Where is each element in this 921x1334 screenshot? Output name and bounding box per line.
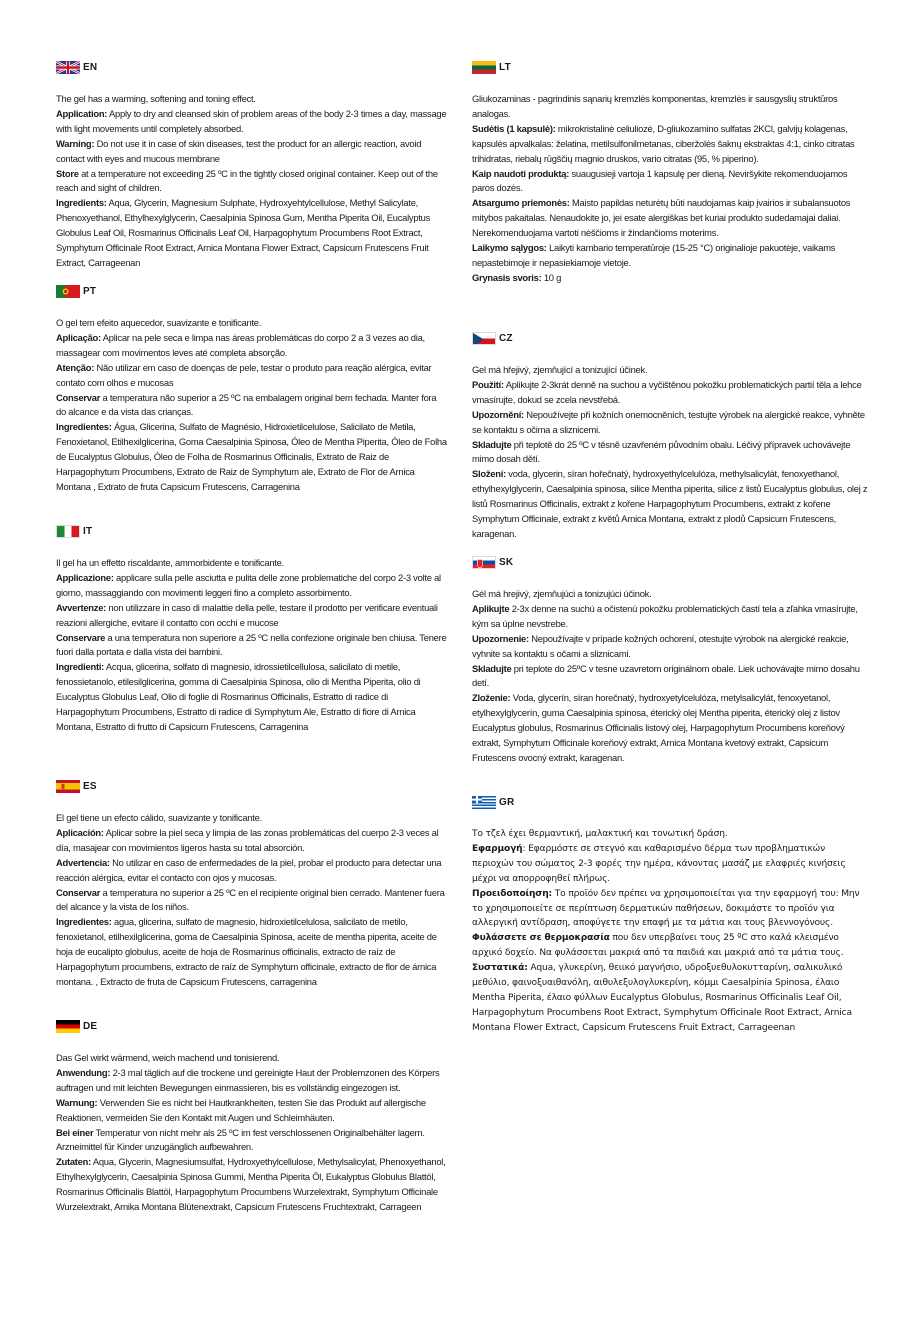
slovakia-flag-icon: [472, 556, 496, 569]
application-text: Aplikujte 2-3krát denně na suchou a vyčištěnou pokožku problematických partií těla a lehce vmasírujte, dokud se zcela nevstřebá.: [472, 378, 862, 405]
storage-text: a una temperatura non superiore a 25 ºC nella confezione originale ben chiusa. Tenere fuori dalla portata e dalla vista dei bambini.: [56, 631, 447, 658]
language-code: CZ: [499, 332, 513, 344]
warning-text: Το προϊόν δεν πρέπει να χρησιμοποιείται για την εφαρμογή του: Μην το χρησιμοποιείτε σε περίπτωση δερματικών παθήσεων, δοκιμάστε το προϊόν για αλλεργική αντίδραση, αποφύγετε την επαφή με τα μάτια και τους βλεννογόνους.: [472, 888, 860, 929]
application-label: Použití:: [472, 378, 504, 390]
storage-text: a temperatura no superior a 25 ºC en el recipiente original bien cerrado. Mantener fuera del alcance y la vista de los niños.: [56, 886, 445, 913]
ingredients-text: voda, glycerin, síran hořečnatý, hydroxyethylcelulóza, methylsalicylát, fenoxyethanol, ethylhexylglycerin, Caesalpinia spinosa, silice Mentha piperita, silice z listů Eucalyptus globulus, olej z listů Rosmarinus Officinalis, extrakt z kořene Harpagophytum Procumbens, extrakt z kořene Symphytum Officinale, extrakt z květů Arnica Montana, extrakt z plodů Capsicum Frutescens, karagenan.: [472, 468, 868, 539]
section-de: [56, 1019, 448, 1215]
caution-text: Maisto papildas neturėtų būti naudojamas kaip įvairios ir subalansuotos mitybos pakaitalas. Nenaudokite jo, jei esate alergiškas bet kuriai produkto sudedamajai daliai. Nerekomenduojama vartoti nėščioms ir žindančioms moterims.: [472, 197, 851, 239]
application-text: Apply to dry and cleansed skin of problem areas of the body 2-3 times a day, massage with light movements until completely absorbed.: [56, 107, 447, 134]
warning-paragraph: [56, 1096, 448, 1126]
application-label: Application:: [56, 107, 108, 119]
storage-text: a temperatura não superior a 25 ºC na embalagem original bem fechada. Manter fora do alcance e da vista das crianças.: [56, 391, 437, 418]
section-header: [56, 284, 448, 298]
section-en: [56, 60, 448, 271]
language-code: GR: [499, 796, 515, 808]
ingredients-paragraph: [472, 691, 868, 766]
warning-paragraph: [56, 361, 448, 391]
lithuania-flag-icon: [472, 61, 496, 74]
section-body: [472, 827, 868, 1036]
storage-label: Conservar: [56, 886, 101, 898]
storage-label: Skladujte: [472, 662, 512, 674]
storage-label: Store: [56, 167, 79, 179]
application-label: Aplikujte: [472, 602, 510, 614]
storage-text: at a temperature not exceeding 25 ºC in the tightly closed original container. Keep out of the reach and sight of children.: [56, 167, 438, 194]
section-it: [56, 524, 448, 735]
storage-text: při teplotě do 25 ºC v těsně uzavřeném původním obalu. Léčivý přípravek uchovávejte mimo dosah dětí.: [472, 438, 851, 465]
ingredients-label: Zutaten:: [56, 1156, 91, 1168]
application-paragraph: [56, 826, 448, 856]
storage-paragraph: [56, 631, 448, 661]
germany-flag-icon: [56, 1020, 80, 1033]
section-header: [56, 1019, 448, 1033]
ingredients-text: Acqua, glicerina, solfato di magnesio, idrossietilcellulosa, salicilato di metile, fenossietanolo, etilesilglicerina, gomma di Caesalpinia Spinosa, olio di Mentha Piperita, olio di Eucalyptus Globulus Leaf, Olio di foglie di Rosmarinus Officinalis, Estratto di radice di Harpagophytum Procumbens, Estratto di radice di Symphytum Ale, Estratto di fiore di Arnica Montana, Estratto di frutto di Capsicum Frutescens, Carragenina: [56, 661, 421, 732]
storage-text: Laikyti kambario temperatūroje (15-25 °C) originalioje pakuotėje, vaikams nepastebimoje ir nepasiekiamoje vietoje.: [472, 242, 836, 268]
application-paragraph: [56, 107, 448, 137]
section-header: [56, 60, 448, 74]
section-body: [472, 92, 868, 286]
section-es: [56, 779, 448, 990]
usage-text: suaugusieji vartoja 1 kapsulę per dieną. Neviršykite rekomenduojamos paros dozės.: [472, 167, 848, 194]
czech-flag-icon: [472, 332, 496, 345]
storage-paragraph: [472, 241, 868, 271]
intro-text: The gel has a warming, softening and toning effect.: [56, 93, 256, 104]
warning-label: Προειδοποίηση:: [472, 888, 553, 899]
ingredients-text: agua, glicerina, sulfato de magnesio, hidroxietilcelulosa, salicilato de metilo, fenoxietanol, etilhexilglicerina, goma de Caesalpinia Spinosa, aceite de mentha piperita, aceite de hoja de eucalipto globulus, aceite de hoja de Rosmarinus officinalis, extracto de raíz de Harpagophytum procumbens, extracto de raíz de Symphytum officinale, extracto de flor de árnica montana. , Extracto de fruta de Capsicum Frutescens, carragenina: [56, 916, 437, 987]
ingredients-text: Aqua, Glycerin, Magnesiumsulfat, Hydroxyethylcellulose, Methylsalicylat, Phenoxyethanol, Ethylhexylglycerin, Caesalpinia Spinosa Gummi, Mentha Piperita Öl, Eukalyptus Globulus Blattöl, Rosmarinus Officinalis Blattöl, Harpagophytum Procumbens Wurzelextrakt, Symphytum Officinale Wurzelextrakt, Arnika Montana Blütenextrakt, Capsicum Frutescens Fruchtextrakt, Carrageen: [56, 1156, 446, 1213]
section-pt: [56, 284, 448, 495]
section-header: [472, 331, 868, 345]
language-code: IT: [83, 525, 93, 537]
application-label: Applicazione:: [56, 571, 114, 583]
application-text: Aplicar sobre la piel seca y limpia de las zonas problemáticas del cuerpo 2-3 veces al día, masajear con movimientos ligeros hasta su total absorción.: [56, 826, 439, 853]
application-paragraph: [56, 571, 448, 601]
warning-label: Upozornenie:: [472, 632, 529, 644]
storage-paragraph: [56, 1126, 448, 1156]
storage-label: Conservar: [56, 391, 101, 403]
language-code: SK: [499, 556, 514, 568]
intro-text: Das Gel wirkt wärmend, weich machend und tonisierend.: [56, 1052, 280, 1063]
application-text: Aplicar na pele seca e limpa nas áreas problemáticas do corpo 2 a 3 vezes ao dia, massagear com movimentos leves até completa absorção.: [56, 331, 425, 358]
ingredients-text: Aqua, Glycerin, Magnesium Sulphate, Hydroxyehtylcellulose, Methyl Salicylate, Phenoxyethanol, Ethylhexylglycerin, Caesalpinia Spinosa Gum, Mentha Piperita Oil, Eucalyptus Globulus Leaf Oil, Rosmarinus Officinalis Leaf Oil, Harpagophytum Procumbens Root Extract, Symphytum Officinale Root Extract, Arnica Montana Flower Extract, Capsicum Frutescens Fruit Extract, Carrageenan: [56, 197, 431, 268]
ingredients-paragraph: [56, 660, 448, 735]
ingredients-label: Ingredienti:: [56, 661, 105, 673]
storage-paragraph: [472, 931, 868, 961]
caution-paragraph: [472, 196, 868, 241]
warning-paragraph: [472, 632, 868, 662]
warning-text: No utilizar en caso de enfermedades de la piel, probar el producto para detectar una reacción alérgica, evitar el contacto con ojos y mucosas.: [56, 856, 442, 883]
application-text: : Εφαρμόστε σε στεγνό και καθαρισμένο δέρμα των προβληματικών περιοχών του σώματος 2-3 φορές την ημέρα, κάνοντας μασάζ με ελαφριές κινήσεις μέχρι να απορροφηθεί πλήρως.: [472, 843, 846, 884]
intro-text: Il gel ha un effetto riscaldante, ammorbidente e tonificante.: [56, 557, 284, 568]
warning-label: Atenção:: [56, 361, 95, 373]
storage-paragraph: [56, 391, 448, 421]
application-text: applicare sulla pelle asciutta e pulita delle zone problematiche del corpo 2-3 volte al giorno, massaggiando con movimenti leggeri fino a completo assorbimento.: [56, 571, 441, 598]
storage-paragraph: [56, 886, 448, 916]
ingredients-text: Aqua, γλυκερίνη, θειικό μαγνήσιο, υδροξυεθυλοκυτταρίνη, σαλικυλικό μεθύλιο, φαινοξυαιθανόλη, αιθυλεξυλογλυκερίνη, κόμμι Caesalpinia Spinosa, έλαιο Mentha Piperita, έλαιο φύλλων Eucalyptus Globulus, Rosmarinus Officinalis Leaf Oil, Harpagophytum Procumbens Root Extract, Symphytum Officinale Root Extract, Arnica Montana Flower Extract, Capsicum Frutescens Fruit Extract, Carrageenan: [472, 963, 852, 1033]
intro-text: Gel má hřejivý, zjemňující a tonizující účinek.: [472, 364, 648, 375]
section-header: [472, 555, 868, 569]
section-header: [472, 795, 868, 809]
storage-paragraph: [472, 662, 868, 692]
intro-text: Το τζελ έχει θερμαντική, μαλακτική και τονωτική δράση.: [472, 829, 728, 839]
intro-text: Gél má hrejivý, zjemňujúci a tonizujúci účinok.: [472, 588, 652, 599]
language-code: DE: [83, 1020, 98, 1032]
section-header: [56, 779, 448, 793]
section-header: [56, 524, 448, 538]
ingredients-text: Água, Glicerina, Sulfato de Magnésio, Hidroxietilcelulose, Salicilato de Metila, Fenoxietanol, Etilhexilglicerina, Goma Caesalpinia Spinosa, Óleo de Mentha Piperita, Óleo de Folha de Eucalyptus Globulus, Óleo de Folha de Rosmarinus Officinalis, Extrato de Raiz de Harpagophytum Procumbens, Extrato de Raiz de Symphytum ale, Extrato de Flor de Arnica Montana , Extrato de fruta Capsicum Frutescens, Carragenina: [56, 421, 447, 492]
application-paragraph: [56, 1066, 448, 1096]
storage-text: που δεν υπερβαίνει τους 25 ºC στο καλά κλεισμένο αρχικό δοχείο. Να φυλάσσεται μακριά από τα παιδιά και μακριά από τα μάτια τους.: [472, 933, 844, 959]
section-body: [56, 1051, 448, 1215]
section-body: [56, 556, 448, 735]
section-sk: [472, 555, 868, 766]
caution-label: Atsargumo priemonės:: [472, 197, 570, 209]
ingredients-paragraph: [56, 1155, 448, 1215]
usage-paragraph: [472, 167, 868, 197]
storage-label: Laikymo sąlygos:: [472, 242, 547, 254]
warning-text: Verwenden Sie es nicht bei Hautkrankheiten, testen Sie das Produkt auf allergische Reaktionen, vermeiden Sie den Kontakt mit Augen und Schleimhäuten.: [56, 1096, 426, 1123]
warning-paragraph: [472, 408, 868, 438]
ingredients-paragraph: [56, 420, 448, 495]
warning-text: Nepoužívejte při kožních onemocněních, testujte výrobek na alergické reakce, vyhněte se kontaktu s očima a sliznicemi.: [472, 408, 865, 435]
intro-text: Gliukozaminas - pagrindinis sąnarių kremzlės komponentas, kremzlės ir sausgyslių struktūros analogas.: [472, 93, 838, 119]
storage-label: Φυλάσσετε σε θερμοκρασία: [472, 933, 610, 944]
warning-label: Advertencia:: [56, 856, 110, 868]
warning-label: Warning:: [56, 137, 95, 149]
application-text: 2-3x denne na suchú a očistenú pokožku problematických častí tela a zľahka vmasírujte, kým sa úplne nevstrebe.: [472, 602, 858, 629]
application-paragraph: [56, 331, 448, 361]
spain-flag-icon: [56, 780, 80, 793]
ingredients-label: Ingredientes:: [56, 421, 112, 433]
ingredients-paragraph: [56, 915, 448, 990]
net-weight-text: 10 g: [541, 271, 562, 283]
language-code: ES: [83, 780, 97, 792]
application-paragraph: [472, 378, 868, 408]
storage-label: Bei einer: [56, 1126, 94, 1138]
greece-flag-icon: [472, 796, 496, 809]
application-label: Aplicação:: [56, 331, 101, 343]
warning-text: non utilizzare in caso di malattie della pelle, testare il prodotto per verificare eventuali reazioni allergiche, evitare il contatto con occhi e mucose: [56, 601, 438, 628]
usage-label: Kaip naudoti produktą:: [472, 167, 570, 179]
net-weight-paragraph: [472, 271, 868, 286]
warning-text: Nepoužívajte v prípade kožných ochorení, otestujte výrobok na alergické reakcie, vyhnite sa kontaktu s očami a sliznicami.: [472, 632, 849, 659]
warning-label: Warnung:: [56, 1096, 98, 1108]
uk-flag-icon: [56, 61, 80, 74]
ingredients-label: Zloženie:: [472, 692, 511, 704]
language-code: PT: [83, 285, 97, 297]
ingredients-paragraph: [56, 196, 448, 271]
ingredients-label: Συστατικά:: [472, 963, 528, 974]
net-weight-label: Grynasis svoris:: [472, 271, 542, 283]
ingredients-paragraph: [472, 467, 868, 542]
application-text: 2-3 mal täglich auf die trockene und gereinigte Haut der Problemzonen des Körpers auftragen und mit leichten Bewegungen einmassieren, bis es vollständig eingezogen ist.: [56, 1066, 440, 1093]
section-body: [56, 811, 448, 990]
warning-label: Upozornění:: [472, 408, 524, 420]
storage-paragraph: [472, 438, 868, 468]
section-body: [56, 92, 448, 271]
language-code: EN: [83, 61, 98, 73]
warning-paragraph: [56, 137, 448, 167]
section-lt: [472, 60, 868, 286]
warning-paragraph: [56, 856, 448, 886]
application-label: Aplicación:: [56, 826, 104, 838]
ingredients-paragraph: [472, 961, 868, 1036]
section-body: [472, 587, 868, 766]
warning-paragraph: [56, 601, 448, 631]
ingredients-label: Ingredients:: [56, 197, 107, 209]
section-body: [472, 363, 868, 542]
composition-label: Sudėtis (1 kapsulė):: [472, 122, 556, 134]
storage-label: Conservare: [56, 631, 106, 643]
storage-text: pri teplote do 25ºC v tesne uzavretom originálnom obale. Liek uchovávajte mimo dosahu detí.: [472, 662, 860, 689]
warning-text: Não utilizar em caso de doenças de pele, testar o produto para reação alérgica, evitar contato com olhos e mucosas: [56, 361, 432, 388]
section-header: [472, 60, 868, 74]
portugal-flag-icon: [56, 285, 80, 298]
application-paragraph: [472, 602, 868, 632]
italy-flag-icon: [56, 525, 80, 538]
section-gr: [472, 795, 868, 1036]
storage-label: Skladujte: [472, 438, 512, 450]
intro-text: El gel tiene un efecto cálido, suavizante y tonificante.: [56, 812, 262, 823]
application-label: Εφαρμογή: [472, 843, 523, 854]
warning-label: Avvertenze:: [56, 601, 107, 613]
ingredients-label: Ingredientes:: [56, 916, 112, 928]
storage-text: Temperatur von nicht mehr als 25 ºC im fest verschlossenen Originalbehälter lagern. Arzneimittel für Kinder unzugänglich aufbewahren.: [56, 1126, 425, 1153]
section-cz: [472, 331, 868, 542]
application-label: Anwendung:: [56, 1066, 111, 1078]
warning-text: Do not use it in case of skin diseases, test the product for an allergic reaction, avoid contact with eyes and mucous membrane: [56, 137, 422, 164]
composition-text: mikrokristalinė celiuliozė, D-gliukozamino sulfatas 2KCl, galvijų kolagenas, kapsulės apvalkalas: želatina, metilsulfonilmetanas, ciberžolės šaknų ekstraktas 4:1, cinko citratas trihidratas, riebalų rūgščių magnio druskos, vario citratas (95, % piperino).: [472, 122, 855, 164]
warning-paragraph: [472, 887, 868, 932]
ingredients-text: Voda, glycerín, síran horečnatý, hydroxyetylcelulóza, metylsalicylát, fenoxyetanol, etylhexylglycerín, guma Caesalpinia spinosa, éterický olej Mentha piperita, éterický olej z listov Eucalyptus globulus, Rosmarinus Officinalis listový olej, Harpagophytum Procumbens koreňový extrakt, Symphytum Officinale koreňový extrakt, Arnica Montana kvetový extrakt, Capsicum Frutescens ovocný extrakt, karagenan.: [472, 692, 845, 763]
application-paragraph: [472, 842, 868, 887]
language-code: LT: [499, 61, 511, 73]
storage-paragraph: [56, 167, 448, 197]
section-body: [56, 316, 448, 495]
intro-text: O gel tem efeito aquecedor, suavizante e tonificante.: [56, 317, 262, 328]
ingredients-label: Složení:: [472, 468, 506, 480]
composition-paragraph: [472, 122, 868, 167]
